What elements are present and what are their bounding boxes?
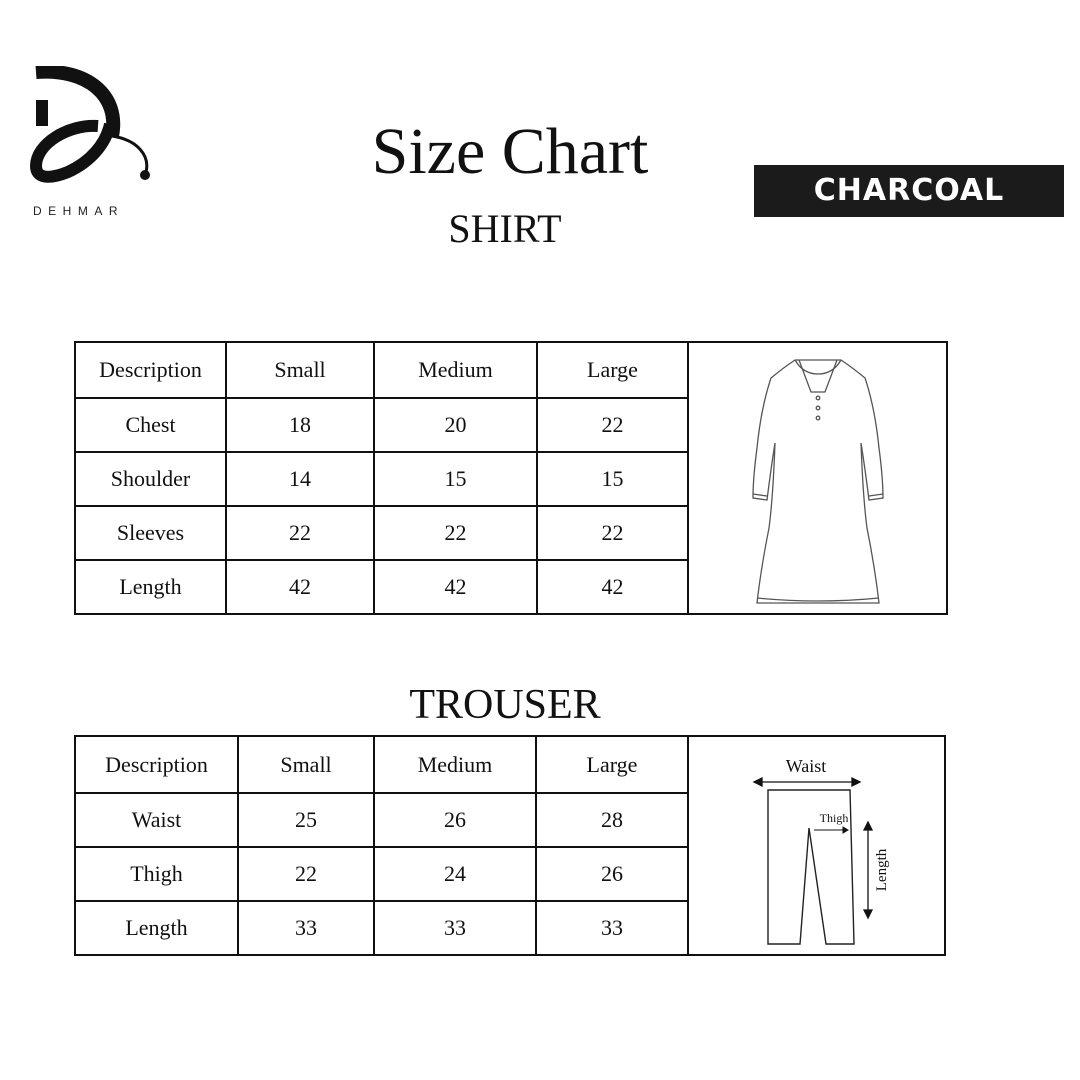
length-label: Length [873,848,890,891]
trouser-figure-cell [688,736,945,955]
column-header: Small [238,736,374,793]
table-cell: 42 [374,560,537,614]
table-cell: 26 [536,847,688,901]
column-header: Large [537,342,688,398]
table-cell: 33 [238,901,374,955]
table-cell: 42 [226,560,374,614]
table-cell: 24 [374,847,536,901]
table-cell: 14 [226,452,374,506]
color-tag: CHARCOAL [754,165,1064,217]
table-cell: 22 [537,506,688,560]
row-label: Shoulder [75,452,226,506]
row-label: Thigh [75,847,238,901]
page-title: Size Chart [371,115,649,188]
table-header-row [75,342,947,398]
table-cell: 25 [238,793,374,847]
shirt-size-table [74,341,948,615]
waist-label: Waist [785,755,826,776]
table-cell: 28 [536,793,688,847]
trouser-heading: TROUSER [409,682,601,728]
column-header: Description [75,736,238,793]
row-label: Length [75,901,238,955]
table-cell: 18 [226,398,374,452]
column-header: Medium [374,736,536,793]
shirt-illustration [743,348,893,608]
table-cell: 22 [537,398,688,452]
thigh-label: Thigh [819,810,848,825]
table-cell: 33 [374,901,536,955]
table-header-row [75,736,945,793]
column-header: Large [536,736,688,793]
table-cell: 15 [374,452,537,506]
table-cell: 33 [536,901,688,955]
brand-name: DEHMAR [33,204,125,218]
table-cell: 20 [374,398,537,452]
trouser-illustration [742,746,892,946]
table-cell: 42 [537,560,688,614]
trouser-size-table [74,735,946,956]
row-label: Length [75,560,226,614]
row-label: Sleeves [75,506,226,560]
table-cell: 26 [374,793,536,847]
column-header: Small [226,342,374,398]
table-cell: 22 [226,506,374,560]
shirt-figure-cell [688,342,947,614]
column-header: Description [75,342,226,398]
shirt-heading: SHIRT [448,206,562,251]
column-header: Medium [374,342,537,398]
table-cell: 22 [374,506,537,560]
row-label: Waist [75,793,238,847]
table-cell: 15 [537,452,688,506]
table-cell: 22 [238,847,374,901]
row-label: Chest [75,398,226,452]
